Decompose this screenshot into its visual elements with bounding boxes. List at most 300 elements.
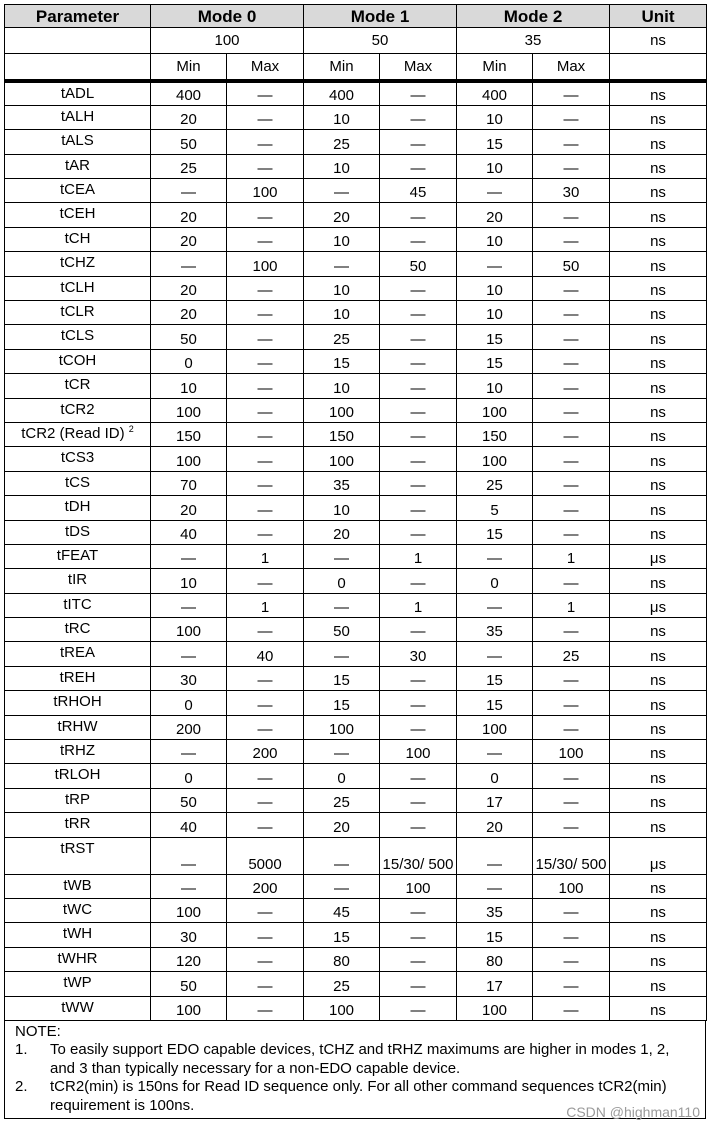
cell-unit: μs — [610, 544, 707, 568]
table-row — [5, 276, 707, 300]
cell-mode2-min: 10 — [457, 374, 533, 398]
mode1-max-label: Max — [380, 54, 457, 82]
cell-mode1-min: 45 — [304, 899, 380, 923]
cell-mode0-max: — — [227, 996, 304, 1020]
cell-mode2-max: — — [533, 374, 610, 398]
cell-mode1-max: 50 — [380, 252, 457, 276]
cell-mode0-min: 20 — [151, 105, 227, 129]
cell-unit: ns — [610, 972, 707, 996]
cell-mode0-max: — — [227, 105, 304, 129]
cell-mode0-min: 100 — [151, 899, 227, 923]
cell-mode2-max: — — [533, 154, 610, 178]
cell-mode1-min: 25 — [304, 788, 380, 812]
cell-param — [5, 81, 151, 105]
cell-mode1-max: — — [380, 947, 457, 971]
header-parameter: Parameter — [5, 5, 151, 28]
cell-unit: ns — [610, 618, 707, 642]
cell-mode1-max: — — [380, 996, 457, 1020]
cell-mode2-min: 100 — [457, 398, 533, 422]
cell-mode2-min: 100 — [457, 715, 533, 739]
table-row — [5, 520, 707, 544]
table-row — [5, 471, 707, 495]
param-name: tCLH — [60, 278, 95, 296]
param-name: tRHOH — [53, 693, 102, 711]
cell-param — [5, 447, 151, 471]
cell-mode0-max: — — [227, 422, 304, 446]
cell-mode0-max: — — [227, 471, 304, 495]
cell-mode2-max: 50 — [533, 252, 610, 276]
cell-unit: ns — [610, 715, 707, 739]
cycle-blank — [5, 28, 151, 54]
cell-mode1-min: 400 — [304, 81, 380, 105]
note-number: 2. — [15, 1078, 28, 1096]
cell-mode1-max: — — [380, 154, 457, 178]
cell-mode1-min: — — [304, 593, 380, 617]
cell-mode0-max: — — [227, 899, 304, 923]
cell-param — [5, 422, 151, 446]
cell-mode2-min: 10 — [457, 301, 533, 325]
cell-unit: μs — [610, 593, 707, 617]
cell-mode1-min: 25 — [304, 130, 380, 154]
cell-mode0-max: 40 — [227, 642, 304, 666]
cell-mode0-min: 70 — [151, 471, 227, 495]
cell-mode0-min: 120 — [151, 947, 227, 971]
cell-mode2-max: 25 — [533, 642, 610, 666]
cell-mode0-min: 10 — [151, 374, 227, 398]
cell-unit: ns — [610, 813, 707, 837]
cell-mode1-min: 10 — [304, 496, 380, 520]
cell-mode0-max: — — [227, 325, 304, 349]
mode0-min-label: Min — [151, 54, 227, 82]
cell-mode0-max: — — [227, 788, 304, 812]
cycle-mode1: 50 — [304, 28, 457, 54]
cell-param — [5, 203, 151, 227]
cell-mode0-max: — — [227, 764, 304, 788]
cell-unit: ns — [610, 471, 707, 495]
param-name: tCS3 — [60, 449, 95, 467]
param-name: tWW — [61, 998, 94, 1016]
cell-mode1-min: 20 — [304, 203, 380, 227]
table-row — [5, 996, 707, 1020]
param-name: tWH — [62, 925, 93, 943]
cell-mode2-min: 10 — [457, 154, 533, 178]
cell-mode0-min: 10 — [151, 569, 227, 593]
param-name: tREH — [59, 668, 96, 686]
cell-mode0-min: — — [151, 837, 227, 874]
cell-mode0-max: 1 — [227, 544, 304, 568]
cell-param — [5, 374, 151, 398]
param-name: tCH — [64, 229, 91, 247]
cell-unit: ns — [610, 227, 707, 251]
cell-unit: ns — [610, 203, 707, 227]
cell-mode0-max: — — [227, 154, 304, 178]
param-name: tFEAT — [56, 546, 99, 564]
table-row — [5, 496, 707, 520]
cell-mode2-min: 0 — [457, 764, 533, 788]
cell-mode1-min: 50 — [304, 618, 380, 642]
cell-mode0-max: — — [227, 203, 304, 227]
cell-mode2-max: — — [533, 947, 610, 971]
table-row — [5, 618, 707, 642]
param-name: tIR — [67, 571, 88, 589]
cell-mode2-min: 0 — [457, 569, 533, 593]
table-row — [5, 398, 707, 422]
cell-mode1-max: 100 — [380, 874, 457, 898]
cell-mode0-min: 30 — [151, 923, 227, 947]
table-header-row — [5, 5, 707, 28]
cell-mode0-min: 40 — [151, 813, 227, 837]
cell-unit: ns — [610, 154, 707, 178]
cell-mode1-min: — — [304, 740, 380, 764]
cell-mode1-min: — — [304, 837, 380, 874]
cell-mode1-max: — — [380, 325, 457, 349]
minmax-unit-blank — [610, 54, 707, 82]
cell-unit: ns — [610, 276, 707, 300]
cell-mode0-max: — — [227, 81, 304, 105]
cell-unit: μs — [610, 837, 707, 874]
cell-mode1-max: — — [380, 496, 457, 520]
mode2-min-label: Min — [457, 54, 533, 82]
cell-mode2-max: — — [533, 105, 610, 129]
table-row — [5, 740, 707, 764]
cell-mode2-max: — — [533, 203, 610, 227]
cell-mode0-max: 100 — [227, 179, 304, 203]
cell-mode0-min: 20 — [151, 301, 227, 325]
cell-mode2-max: — — [533, 227, 610, 251]
cell-mode1-max: — — [380, 349, 457, 373]
cell-unit: ns — [610, 666, 707, 690]
table-row — [5, 325, 707, 349]
cell-mode2-max: — — [533, 618, 610, 642]
cell-unit: ns — [610, 81, 707, 105]
cell-mode2-max: — — [533, 81, 610, 105]
cell-mode1-max: — — [380, 813, 457, 837]
table-row — [5, 788, 707, 812]
table-row — [5, 947, 707, 971]
cell-mode0-max: 1 — [227, 593, 304, 617]
cell-param — [5, 325, 151, 349]
cell-mode2-max: — — [533, 569, 610, 593]
cell-mode1-max: — — [380, 691, 457, 715]
cell-param — [5, 179, 151, 203]
cell-mode2-min: 5 — [457, 496, 533, 520]
param-name: tCR2 — [60, 400, 95, 418]
cell-mode2-min: 15 — [457, 130, 533, 154]
table-row — [5, 923, 707, 947]
cell-param — [5, 642, 151, 666]
cell-mode2-max: — — [533, 496, 610, 520]
cell-mode1-max: 45 — [380, 179, 457, 203]
cell-param — [5, 666, 151, 690]
cell-mode2-max: — — [533, 447, 610, 471]
cell-mode2-min: — — [457, 740, 533, 764]
cell-mode2-max: — — [533, 325, 610, 349]
cell-mode0-max: — — [227, 301, 304, 325]
table-row — [5, 105, 707, 129]
cell-mode2-max: — — [533, 398, 610, 422]
cell-mode1-max: — — [380, 569, 457, 593]
cell-mode0-max: 5000 — [227, 837, 304, 874]
cell-mode1-max: 1 — [380, 593, 457, 617]
cell-mode1-min: 10 — [304, 154, 380, 178]
cell-mode1-max: — — [380, 764, 457, 788]
cycle-unit: ns — [610, 28, 707, 54]
cell-mode0-min: 0 — [151, 691, 227, 715]
cell-unit: ns — [610, 349, 707, 373]
table-row — [5, 874, 707, 898]
cell-mode0-max: — — [227, 666, 304, 690]
cell-mode2-min: 15 — [457, 520, 533, 544]
cell-mode0-max: — — [227, 947, 304, 971]
cell-param — [5, 947, 151, 971]
cell-mode2-min: — — [457, 642, 533, 666]
table-body — [5, 81, 707, 1020]
cell-param — [5, 301, 151, 325]
cell-mode1-min: 10 — [304, 276, 380, 300]
cell-mode0-min: — — [151, 874, 227, 898]
cell-mode2-max: — — [533, 996, 610, 1020]
cell-param — [5, 899, 151, 923]
cell-mode1-min: — — [304, 179, 380, 203]
cell-mode0-min: — — [151, 252, 227, 276]
cell-mode0-min: 0 — [151, 349, 227, 373]
cycle-time-row — [5, 28, 707, 54]
cell-mode2-max: — — [533, 301, 610, 325]
cell-mode1-min: 80 — [304, 947, 380, 971]
cell-mode0-min: 100 — [151, 398, 227, 422]
cell-mode0-max: — — [227, 813, 304, 837]
cell-mode2-max: 15/30/ 500 — [533, 837, 610, 874]
cell-unit: ns — [610, 398, 707, 422]
note-number: 1. — [15, 1041, 28, 1059]
param-name: tCLR — [60, 303, 95, 321]
param-name: tDH — [64, 498, 91, 516]
cell-unit: ns — [610, 301, 707, 325]
cell-mode1-min: — — [304, 252, 380, 276]
cell-mode1-min: 10 — [304, 301, 380, 325]
cell-mode1-max: — — [380, 227, 457, 251]
cell-mode0-max: — — [227, 715, 304, 739]
table-row — [5, 227, 707, 251]
cell-mode0-min: 200 — [151, 715, 227, 739]
cell-mode2-min: 20 — [457, 203, 533, 227]
cell-mode2-min: 15 — [457, 666, 533, 690]
param-name: tAR — [64, 156, 90, 174]
table-row — [5, 252, 707, 276]
table-row — [5, 349, 707, 373]
cell-mode0-min: 50 — [151, 788, 227, 812]
cell-mode1-max: — — [380, 81, 457, 105]
cell-mode2-min: 15 — [457, 923, 533, 947]
table-row — [5, 179, 707, 203]
param-name: tALH — [60, 107, 95, 125]
cell-mode2-min: — — [457, 874, 533, 898]
param-name: tWB — [63, 876, 92, 894]
cell-mode1-min: 0 — [304, 764, 380, 788]
cell-mode1-max: 15/30/ 500 — [380, 837, 457, 874]
cell-mode1-min: 25 — [304, 325, 380, 349]
cell-mode1-max: — — [380, 276, 457, 300]
param-name: tCR2 (Read ID) — [21, 424, 125, 442]
min-max-row — [5, 54, 707, 82]
cell-mode0-min: — — [151, 593, 227, 617]
cell-param — [5, 154, 151, 178]
cell-param — [5, 544, 151, 568]
cell-mode2-min: 17 — [457, 788, 533, 812]
cell-unit: ns — [610, 496, 707, 520]
cell-mode2-min: — — [457, 544, 533, 568]
cell-param — [5, 130, 151, 154]
cycle-mode2: 35 — [457, 28, 610, 54]
cell-mode2-max: — — [533, 276, 610, 300]
table-row — [5, 593, 707, 617]
cell-mode0-min: 50 — [151, 130, 227, 154]
cell-mode2-max: 30 — [533, 179, 610, 203]
cell-param — [5, 276, 151, 300]
cell-mode1-max: — — [380, 301, 457, 325]
cell-mode2-min: — — [457, 179, 533, 203]
cell-mode1-min: 15 — [304, 349, 380, 373]
cell-mode1-max: 1 — [380, 544, 457, 568]
cell-unit: ns — [610, 374, 707, 398]
cell-mode2-max: — — [533, 349, 610, 373]
cell-mode0-max: — — [227, 618, 304, 642]
table-row — [5, 642, 707, 666]
cell-param — [5, 593, 151, 617]
table-row — [5, 899, 707, 923]
cell-mode1-min: 150 — [304, 422, 380, 446]
cell-param — [5, 618, 151, 642]
cell-mode2-min: 100 — [457, 447, 533, 471]
cell-mode1-min: — — [304, 544, 380, 568]
cell-param — [5, 105, 151, 129]
table-row — [5, 154, 707, 178]
timing-document — [4, 4, 706, 1119]
header-unit: Unit — [610, 5, 707, 28]
table-row — [5, 447, 707, 471]
table-row — [5, 301, 707, 325]
cell-mode2-max: 100 — [533, 874, 610, 898]
table-row — [5, 130, 707, 154]
mode0-max-label: Max — [227, 54, 304, 82]
cell-unit: ns — [610, 740, 707, 764]
param-name: tREA — [59, 644, 95, 662]
cell-mode2-min: — — [457, 593, 533, 617]
cell-mode0-max: — — [227, 520, 304, 544]
param-name: tRR — [64, 815, 91, 833]
footnote-ref: 2 — [128, 423, 134, 434]
cell-unit: ns — [610, 422, 707, 446]
cell-param — [5, 740, 151, 764]
cell-mode1-min: 20 — [304, 813, 380, 837]
cell-mode0-min: 100 — [151, 447, 227, 471]
param-name: tCEH — [59, 205, 96, 223]
cell-mode1-max: — — [380, 923, 457, 947]
cell-mode1-max: 100 — [380, 740, 457, 764]
cell-unit: ns — [610, 691, 707, 715]
cell-mode0-max: — — [227, 227, 304, 251]
cell-param — [5, 764, 151, 788]
cell-mode2-min: 150 — [457, 422, 533, 446]
note-text: To easily support EDO capable devices, tCHZ and tRHZ maximums are higher in modes 1, 2, and 3 than typically necessary for a non-EDO capable device. — [50, 1041, 670, 1077]
cell-mode2-max: 100 — [533, 740, 610, 764]
cell-mode1-min: 20 — [304, 520, 380, 544]
cell-mode2-min: 35 — [457, 618, 533, 642]
cell-unit: ns — [610, 569, 707, 593]
table-row — [5, 764, 707, 788]
note-item — [15, 1041, 705, 1078]
cell-param — [5, 691, 151, 715]
cell-mode2-min: 15 — [457, 325, 533, 349]
watermark: CSDN @highman110 — [566, 1104, 700, 1120]
cell-mode1-min: 100 — [304, 996, 380, 1020]
table-row — [5, 715, 707, 739]
cell-mode1-max: — — [380, 105, 457, 129]
param-name: tWC — [62, 901, 93, 918]
cell-mode0-max: — — [227, 374, 304, 398]
cell-param — [5, 874, 151, 898]
cell-unit: ns — [610, 947, 707, 971]
cell-mode2-max: — — [533, 691, 610, 715]
cell-mode1-max: — — [380, 899, 457, 923]
cell-param — [5, 813, 151, 837]
cell-mode2-max: — — [533, 130, 610, 154]
cell-unit: ns — [610, 130, 707, 154]
cell-param — [5, 788, 151, 812]
table-row — [5, 972, 707, 996]
mode2-max-label: Max — [533, 54, 610, 82]
cell-param — [5, 996, 151, 1020]
cell-mode1-min: 15 — [304, 691, 380, 715]
cell-mode0-min: — — [151, 740, 227, 764]
cell-mode0-min: 20 — [151, 276, 227, 300]
cell-mode0-min: 30 — [151, 666, 227, 690]
cell-mode2-max: — — [533, 813, 610, 837]
cell-mode0-max: — — [227, 349, 304, 373]
cell-mode2-min: 10 — [457, 227, 533, 251]
table-row — [5, 691, 707, 715]
cell-mode1-max: — — [380, 666, 457, 690]
cell-unit: ns — [610, 899, 707, 923]
cell-unit: ns — [610, 996, 707, 1020]
cell-mode0-min: — — [151, 642, 227, 666]
cell-mode1-min: 10 — [304, 374, 380, 398]
param-name: tITC — [63, 595, 92, 613]
header-mode2: Mode 2 — [457, 5, 610, 28]
cell-mode2-min: 400 — [457, 81, 533, 105]
cycle-mode0: 100 — [151, 28, 304, 54]
cell-mode0-min: 20 — [151, 496, 227, 520]
cell-unit: ns — [610, 105, 707, 129]
cell-mode2-max: — — [533, 471, 610, 495]
mode1-min-label: Min — [304, 54, 380, 82]
cell-mode2-max: — — [533, 923, 610, 947]
cell-mode0-min: 50 — [151, 972, 227, 996]
cell-param — [5, 923, 151, 947]
param-name: tCS — [64, 473, 90, 491]
table-row — [5, 81, 707, 105]
param-name: tRP — [64, 790, 90, 808]
table-row — [5, 837, 707, 874]
cell-mode0-max: — — [227, 447, 304, 471]
param-name: tRHZ — [60, 742, 95, 760]
cell-mode0-min: 50 — [151, 325, 227, 349]
cell-mode2-min: 35 — [457, 899, 533, 923]
cell-mode0-max: — — [227, 691, 304, 715]
cell-unit: ns — [610, 923, 707, 947]
param-name: tCHZ — [60, 254, 95, 272]
param-name: tADL — [60, 85, 95, 102]
